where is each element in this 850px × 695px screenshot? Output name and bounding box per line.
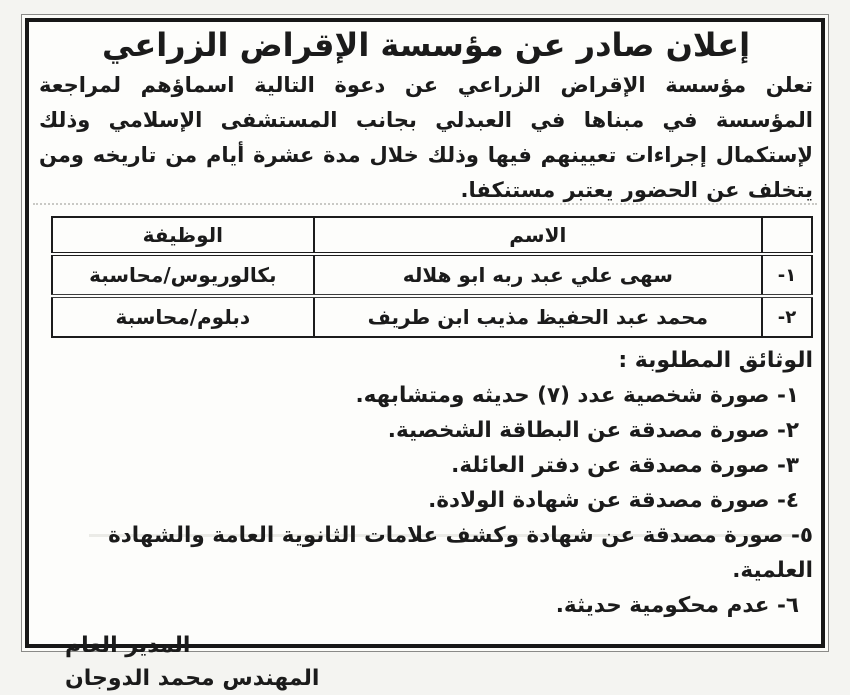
document-item: ٥- صورة مصدقة عن شهادة وكشف علامات الثانوية العامة والشهادة العلمية.	[108, 523, 813, 583]
row-name: سهى علي عبد ربه ابو هلاله	[314, 254, 762, 296]
document-item: ٢- صورة مصدقة عن البطاقة الشخصية.	[387, 418, 799, 443]
table-row	[52, 296, 812, 337]
row-job: بكالوريوس/محاسبة	[52, 254, 314, 296]
serial-column-header	[762, 217, 812, 254]
document-item: ٦- عدم محكومية حديثة.	[555, 593, 799, 618]
table-header-row	[52, 217, 812, 254]
row-serial: ١-	[762, 254, 812, 296]
announcement-content	[39, 24, 813, 695]
signature-title: المدير العام	[65, 633, 191, 658]
documents-heading: الوثائق المطلوبة :	[618, 348, 813, 373]
table-row	[52, 254, 812, 296]
page-title: إعلان صادر عن مؤسسة الإقراض الزراعي	[101, 26, 751, 64]
documents-list	[39, 378, 813, 623]
row-name: محمد عبد الحفيظ مذيب ابن طريف	[314, 296, 762, 337]
row-serial: ٢-	[762, 296, 812, 337]
row-job: دبلوم/محاسبة	[52, 296, 314, 337]
document-item: ١- صورة شخصية عدد (٧) حديثه ومتشابهه.	[355, 383, 799, 408]
announcement-border	[21, 14, 829, 691]
job-column-header: الوظيفة	[52, 217, 314, 254]
signature-name: المهندس محمد الدوجان	[65, 666, 320, 691]
applicants-table	[51, 216, 813, 338]
intro-paragraph: تعلن مؤسسة الإقراض الزراعي عن دعوة التالية اسماؤهم لمراجعة المؤسسة في مبناها في العبدلي بجانب المستشفى الإسلامي وذلك لإستكمال إجراءات تعيينهم فيها وذلك خلال مدة عشرة أيام من تاريخه ومن يتخلف عن الحضور يعتبر مستنكفا.	[39, 73, 813, 202]
document-item: ٤- صورة مصدقة عن شهادة الولادة.	[428, 488, 799, 513]
name-column-header: الاسم	[314, 217, 762, 254]
announcement-box	[25, 18, 825, 691]
signature-block	[39, 629, 813, 695]
document-item: ٣- صورة مصدقة عن دفتر العائلة.	[451, 453, 799, 478]
